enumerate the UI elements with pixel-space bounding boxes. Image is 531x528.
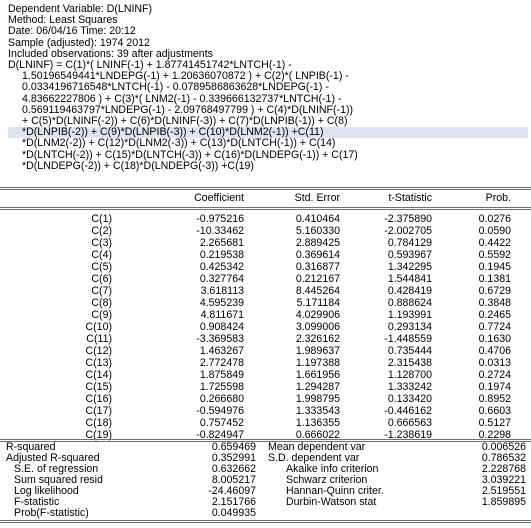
stat-label: S.D. dependent var [268, 452, 360, 464]
t-statistic-value: 1.333242 [387, 381, 432, 393]
t-statistic-value: 2.315438 [387, 357, 432, 369]
t-statistic-value: 0.666563 [387, 417, 432, 429]
equation-line: *D(LNTCH(-2)) + C(15)*D(LNTCH(-3)) + C(16)*D(LNDEPG(-1)) + C(17) [22, 148, 358, 161]
std-error-value: 0.410464 [295, 213, 340, 225]
std-error-value: 1.294287 [295, 381, 340, 393]
std-error-value: 1.136355 [295, 417, 340, 429]
variable-name: C(1) [91, 213, 112, 225]
coefficient-value: 0.266680 [199, 393, 244, 405]
stat-value: 0.049935 [211, 507, 256, 519]
table-row [0, 405, 531, 417]
equation-line: 0.0334196716548*LNTCH(-1) - 0.0789586863628*LNDEPG(-1) - [22, 81, 329, 94]
prob-value: 0.4422 [478, 237, 511, 249]
t-statistic-value: -1.448559 [384, 333, 432, 345]
coefficient-value: 0.219538 [199, 249, 244, 261]
coefficient-value: 3.618113 [200, 285, 244, 297]
std-error-value: 1.998795 [295, 393, 340, 405]
column-header-prob: Prob. [485, 192, 511, 204]
t-statistic-value: 1.342295 [387, 261, 432, 273]
coefficient-value: -0.824947 [196, 429, 244, 441]
t-statistic-value: 1.128700 [387, 369, 432, 381]
equation-line: *D(LNPIB(-2)) + C(9)*D(LNPIB(-3)) + C(10)*D(LNM2(-1)) +C(11) [8, 127, 528, 138]
coefficient-value: 4.811671 [200, 309, 244, 321]
prob-value: 0.0590 [478, 225, 511, 237]
regression-header [8, 4, 528, 172]
std-error-value: 0.316877 [295, 261, 340, 273]
stat-label: Durbin-Watson stat [286, 496, 377, 508]
header-line: Included observations: 39 after adjustments [8, 47, 213, 60]
table-row [0, 297, 531, 309]
std-error-value: 1.197388 [295, 357, 340, 369]
stat-value: 3.039221 [481, 474, 526, 486]
stat-label: Hannan-Quinn criter. [286, 485, 384, 497]
coefficient-table [0, 213, 531, 441]
header-line: Sample (adjusted): 1974 2012 [8, 36, 150, 49]
coefficient-value: 1.725598 [199, 381, 244, 393]
table-row [0, 321, 531, 333]
coefficient-value: 0.908424 [199, 321, 244, 333]
t-statistic-value: -0.446162 [384, 405, 432, 417]
t-statistic-value: 0.784129 [387, 237, 432, 249]
coefficient-value: 1.463267 [199, 345, 244, 357]
variable-name: C(16) [85, 393, 112, 405]
variable-name: C(12) [85, 345, 112, 357]
std-error-value: 8.445264 [295, 285, 340, 297]
stat-value: 2.519551 [481, 485, 526, 497]
header-line: Date: 06/04/16 Time: 20:12 [8, 25, 136, 38]
header-line: Dependent Variable: D(LNINF) [8, 3, 153, 15]
coefficient-value: -3.369583 [196, 333, 244, 345]
stat-value: 2.228768 [481, 463, 526, 475]
std-error-value: 3.099006 [295, 321, 340, 333]
table-row [0, 369, 531, 381]
std-error-value: 1.989637 [295, 345, 340, 357]
stat-row [6, 475, 531, 486]
coefficient-value: 2.772478 [199, 357, 244, 369]
equation-line: 0.569119463797*LNDEPG(-1) - 2.09768497799 ) + C(4)*D(LNINF(-1)) [22, 103, 354, 116]
prob-value: 0.1381 [478, 273, 511, 285]
coefficient-value: 1.875849 [199, 369, 244, 381]
equation-line: *D(LNM2(-2)) + C(12)*D(LNM2(-3)) + C(13)*D(LNTCH(-1)) + C(14) [22, 137, 336, 150]
prob-value: 0.2465 [478, 309, 511, 321]
coefficient-value: -0.975216 [196, 213, 244, 225]
table-row [0, 381, 531, 393]
table-row [0, 225, 531, 237]
stat-value: -24.46097 [208, 485, 256, 497]
std-error-value: 4.029906 [295, 309, 340, 321]
variable-name: C(15) [85, 381, 112, 393]
stat-label: Schwarz criterion [286, 474, 368, 486]
column-header-coefficient: Coefficient [194, 192, 244, 204]
column-header-std-error: Std. Error [294, 192, 340, 204]
variable-name: C(2) [91, 225, 112, 237]
variable-name: C(11) [86, 333, 112, 345]
t-statistic-value: 0.293134 [387, 321, 432, 333]
variable-name: C(6) [91, 273, 112, 285]
variable-name: C(8) [91, 297, 112, 309]
stat-label: Prob(F-statistic) [14, 507, 89, 519]
prob-value: 0.5592 [478, 249, 511, 261]
equation-line: 1.50196549441*LNDEPG(-1) + 1.20636070872 ) + C(2)*( LNPIB(-1) - [22, 70, 349, 83]
stat-value: 2.151766 [211, 496, 256, 508]
variable-name: C(17) [85, 405, 112, 417]
coefficient-value: 0.757452 [199, 417, 244, 429]
variable-name: C(18) [85, 417, 112, 429]
t-statistic-value: -2.375890 [384, 213, 432, 225]
column-header-t-statistic: t-Statistic [388, 192, 432, 204]
table-row [0, 345, 531, 357]
variable-name: C(4) [91, 249, 112, 261]
table-row [0, 285, 531, 297]
stat-label: F-statistic [14, 496, 60, 508]
stat-value: 0.006526 [481, 441, 526, 453]
coefficient-value: 0.425342 [199, 261, 244, 273]
stat-label: S.E. of regression [14, 463, 99, 475]
equation-line: D(LNINF) = C(1)*( LNINF(-1) + 1.87741451742*LNTCH(-1) - [8, 59, 292, 72]
stat-label: R-squared [6, 441, 56, 453]
variable-name: C(14) [85, 369, 112, 381]
stat-value: 0.632662 [211, 463, 256, 475]
prob-value: 0.1974 [478, 381, 511, 393]
stat-label: Mean dependent var [268, 441, 366, 453]
stat-row [6, 508, 531, 519]
variable-name: C(13) [85, 357, 112, 369]
variable-name: C(5) [91, 261, 112, 273]
table-row [0, 261, 531, 273]
stat-label: Akaike info criterion [286, 463, 379, 475]
coefficient-value: 4.595239 [199, 297, 244, 309]
table-row [0, 237, 531, 249]
prob-value: 0.4706 [478, 345, 511, 357]
table-top-divider [0, 187, 531, 190]
coefficient-value: -0.594976 [196, 405, 244, 417]
table-row [0, 249, 531, 261]
prob-value: 0.3848 [478, 297, 511, 309]
t-statistic-value: 1.544841 [387, 273, 432, 285]
equation-line: 4.83662227806 ) + C(3)*( LNM2(-1) - 0.339666132737*LNTCH(-1) - [22, 92, 342, 105]
stat-label: Adjusted R-squared [6, 452, 100, 464]
prob-value: 0.2298 [478, 429, 511, 441]
t-statistic-value: 0.593967 [387, 249, 432, 261]
prob-value: 0.7724 [478, 321, 511, 333]
table-row [0, 273, 531, 285]
table-bottom-divider [0, 520, 531, 523]
t-statistic-value: 0.888624 [387, 297, 432, 309]
std-error-value: 5.171184 [296, 297, 340, 309]
coefficient-value: 0.327764 [199, 273, 244, 285]
stat-value: 0.786532 [481, 452, 526, 464]
std-error-value: 1.333543 [295, 405, 340, 417]
stat-value: 1.859895 [481, 496, 526, 508]
std-error-value: 5.160330 [295, 225, 340, 237]
equation-line: *D(LNDEPG(-2)) + C(18)*D(LNDEPG(-3)) +C(19) [22, 159, 254, 172]
summary-statistics [6, 442, 531, 519]
prob-value: 0.6603 [478, 405, 511, 417]
coefficient-value: -10.33462 [196, 225, 244, 237]
t-statistic-value: 1.193991 [387, 309, 432, 321]
variable-name: C(3) [91, 237, 112, 249]
std-error-value: 2.889425 [295, 237, 340, 249]
t-statistic-value: 0.735444 [387, 345, 432, 357]
stat-value: 8.005217 [211, 474, 256, 486]
prob-value: 0.1945 [478, 261, 511, 273]
variable-name: C(10) [85, 321, 112, 333]
prob-value: 0.2724 [478, 369, 511, 381]
variable-name: C(19) [85, 429, 112, 441]
t-statistic-value: 0.133420 [387, 393, 432, 405]
std-error-value: 0.369614 [295, 249, 340, 261]
stat-value: 0.659469 [211, 441, 256, 453]
prob-value: 0.1630 [478, 333, 511, 345]
t-statistic-value: 0.428419 [387, 285, 432, 297]
std-error-value: 0.212167 [295, 273, 340, 285]
header-divider [0, 207, 531, 210]
table-row [0, 333, 531, 345]
stat-label: Log likelihood [14, 485, 79, 497]
prob-value: 0.0276 [478, 213, 511, 225]
equation-line: + C(5)*D(LNINF(-2)) + C(6)*D(LNINF(-3)) + C(7)*D(LNPIB(-1)) + C(8) [22, 115, 348, 128]
stat-row [6, 486, 531, 497]
header-line: Method: Least Squares [8, 14, 118, 27]
variable-name: C(9) [91, 309, 112, 321]
table-row [0, 357, 531, 369]
std-error-value: 1.661956 [295, 369, 340, 381]
prob-value: 0.8952 [478, 393, 511, 405]
coefficient-table-header [0, 192, 531, 206]
stat-value: 0.352991 [211, 452, 256, 464]
variable-name: C(7) [91, 285, 112, 297]
prob-value: 0.0313 [478, 357, 511, 369]
table-row [0, 213, 531, 225]
table-row [0, 393, 531, 405]
table-row [0, 309, 531, 321]
coefficient-value: 2.265681 [199, 237, 244, 249]
std-error-value: 2.326162 [295, 333, 340, 345]
prob-value: 0.5127 [478, 417, 511, 429]
prob-value: 0.6729 [478, 285, 511, 297]
std-error-value: 0.666022 [295, 429, 340, 441]
t-statistic-value: -1.238619 [384, 429, 432, 441]
table-row [0, 417, 531, 429]
t-statistic-value: -2.002705 [384, 225, 432, 237]
stat-label: Sum squared resid [14, 474, 103, 486]
